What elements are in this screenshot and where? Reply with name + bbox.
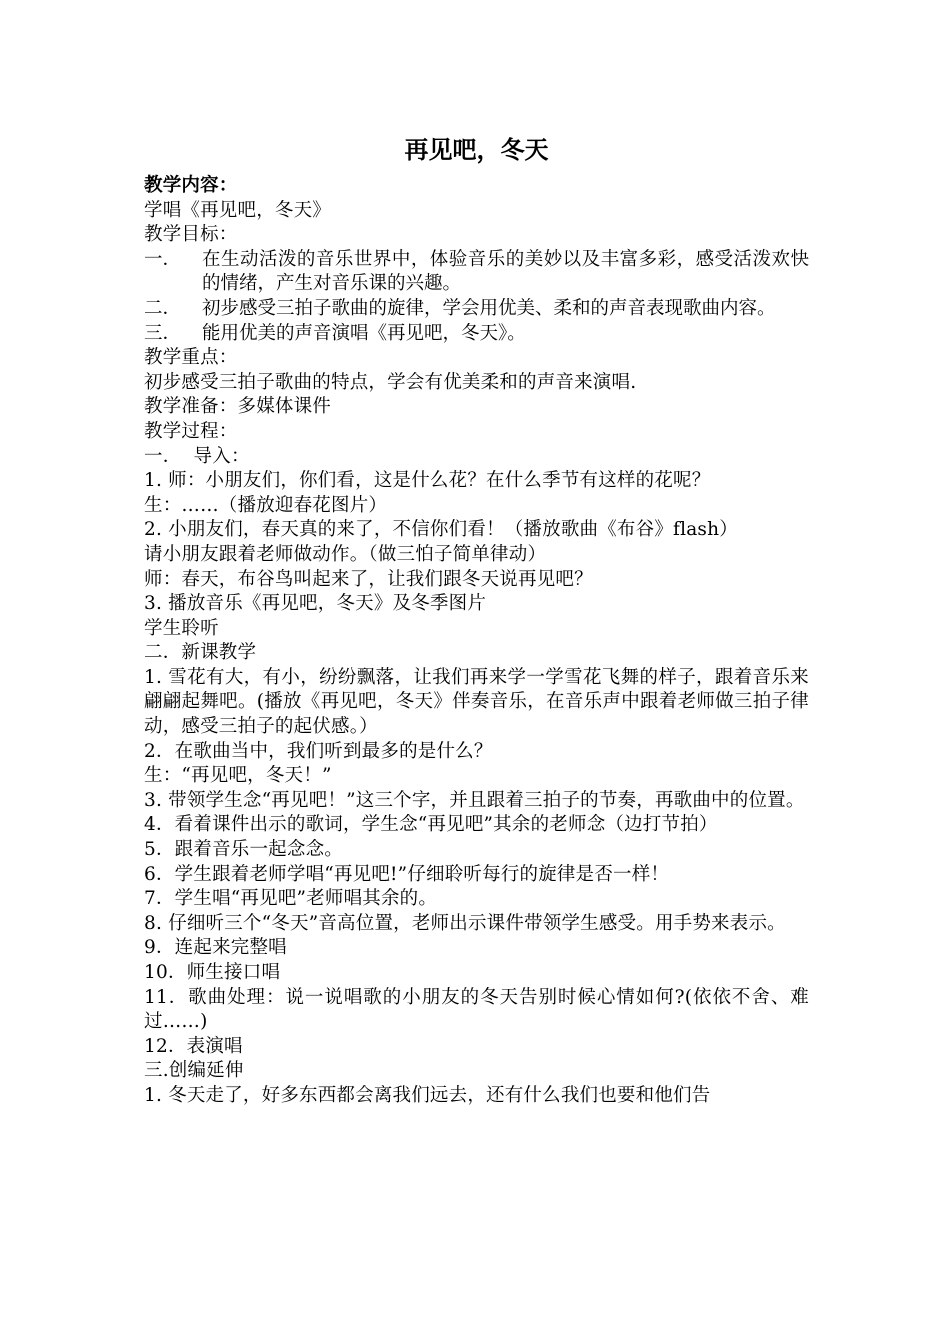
goal-item: [144, 297, 809, 322]
section-2-line: 12．表演唱: [144, 1035, 243, 1057]
section-2-line: 10．师生接口唱: [144, 962, 281, 983]
section-1-line: 2. 小朋友们，春天真的来了，不信你们看！（播放歌曲《布谷》flash）: [144, 519, 738, 541]
section-1-line: 生：……（播放迎春花图片）: [144, 494, 388, 516]
goal-item: [144, 248, 809, 297]
goal-item: [144, 322, 809, 347]
goal-text: 能用优美的声音演唱《再见吧，冬天》。: [202, 322, 526, 344]
goal-text: 在生动活泼的音乐世界中，体验音乐的美妙以及丰富多彩，感受活泼欢快的情绪，产生对音乐课的兴趣。: [202, 248, 809, 295]
section-2-line: 3. 带领学生念“再见吧！”这三个字，并且跟着三拍子的节奏，再歌曲中的位置。: [144, 789, 805, 811]
goals-label: 教学目标：: [144, 224, 238, 246]
section-1-line: 请小朋友跟着老师做动作。（做三怕子简单律动）: [144, 543, 547, 565]
goal-number: 三．: [144, 322, 182, 344]
section-2-line: 6．学生跟着老师学唱“再见吧!”仔细聆听每行的旋律是否一样！: [144, 863, 670, 885]
process-label: 教学过程：: [144, 420, 238, 442]
section-3-line: 1. 冬天走了，好多东西都会离我们远去，还有什么我们也要和他们告: [144, 1084, 711, 1106]
section-1-line: 师：春天，布谷鸟叫起来了，让我们跟冬天说再见吧？: [144, 568, 593, 590]
section-1-line: 1. 师：小朋友们，你们看，这是什么花？在什么季节有这样的花呢？: [144, 470, 711, 492]
section-2-line: 8. 仔细听三个“冬天”音高位置，老师出示课件带领学生感受。用手势来表示。: [144, 912, 786, 934]
preparation-text: 教学准备：多媒体课件: [144, 396, 332, 418]
section-1-line: 3. 播放音乐《再见吧，冬天》及冬季图片: [144, 593, 487, 615]
goal-text: 初步感受三拍子歌曲的旋律，学会用优美、柔和的声音表现歌曲内容。: [202, 297, 776, 319]
section-2-line: 7．学生唱“再见吧”老师唱其余的。: [144, 888, 438, 910]
focus-text: 初步感受三拍子歌曲的特点，学会有优美柔和的声音来演唱.: [144, 371, 637, 393]
goal-number: 二．: [144, 297, 182, 319]
section-2-line: 9．连起来完整唱: [144, 937, 287, 959]
content-label: 教学内容：: [144, 175, 238, 196]
section-2-line: 11．歌曲处理：说一说唱歌的小朋友的冬天告别时候心情如何?(依依不舍、难过……): [144, 986, 809, 1033]
section-1-title: 一． 导入：: [144, 445, 250, 467]
section-2-line: 4．看着课件出示的歌词，学生念“再见吧”其余的老师念（边打节拍）: [144, 814, 718, 836]
focus-label: 教学重点：: [144, 347, 238, 369]
section-1-line: 学生聆听: [144, 617, 219, 639]
section-2-line: 5．跟着音乐一起念念。: [144, 839, 343, 861]
section-2-line: 1. 雪花有大，有小，纷纷飘落，让我们再来学一学雪花飞舞的样子，跟着音乐来翩翩起舞吧。(播放《再见吧，冬天》伴奏音乐，在音乐声中跟着老师做三拍子律动，感受三拍子的起伏感。）: [144, 666, 809, 738]
section-2-line: 2．在歌曲当中，我们听到最多的是什么？: [144, 740, 493, 762]
document-title: 再见吧，冬天: [404, 135, 549, 164]
content-text: 学唱《再见吧，冬天》: [144, 199, 332, 221]
goal-number: 一．: [144, 248, 182, 270]
section-3-title: 三.创编延伸: [144, 1060, 244, 1082]
section-2-line: 生：“再见吧，冬天！”: [144, 765, 332, 787]
section-2-title: 二．新课教学: [144, 642, 257, 664]
document-page: [144, 130, 809, 1109]
